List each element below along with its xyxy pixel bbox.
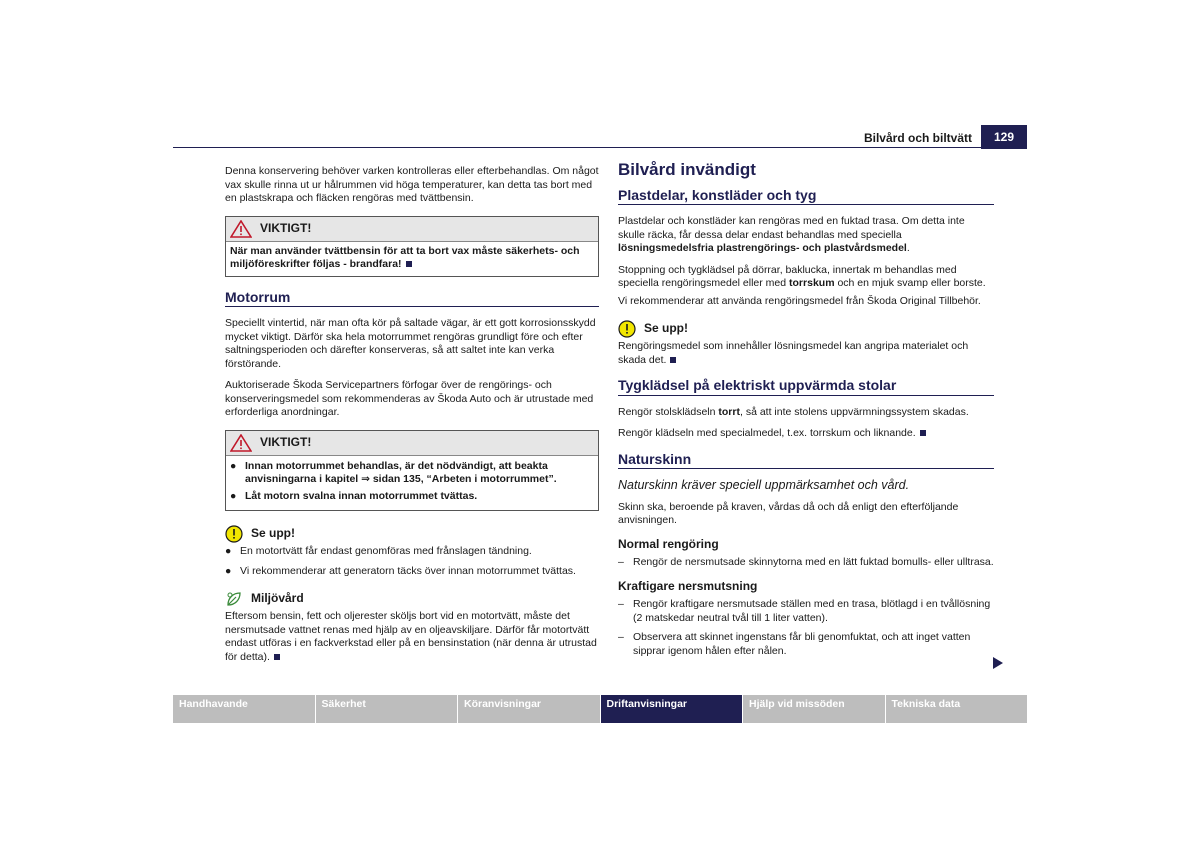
header-rule	[173, 147, 981, 148]
list-item	[618, 556, 994, 570]
caution-bullet-text: Vi rekommenderar att generatorn täcks över innan motorrummet tvättas.	[240, 564, 576, 577]
running-header-title: Bilvård och biltvätt	[863, 131, 972, 145]
list-item	[618, 631, 994, 658]
caution-circle-icon	[225, 525, 243, 543]
list-item	[618, 598, 994, 625]
warning-bullet-text: Innan motorrummet behandlas, är det nödvändigt, att beakta anvisningarna i kapitel ⇒ sidan 135, “Arbeten i motorrummet”.	[245, 459, 557, 485]
motorrum-paragraph-2: Auktoriserade Škoda Servicepartners förfogar över de rengörings- och konserveringsmedel som rekommenderas av Škoda Auto och är utrustade med erforderliga anordningar.	[225, 379, 594, 418]
end-marker-icon	[406, 261, 412, 267]
chapter-tab-bar	[173, 695, 1027, 723]
list-item	[230, 490, 594, 504]
tab-koranvisningar[interactable]: Köranvisningar	[458, 695, 600, 723]
list-item	[230, 460, 594, 487]
list-item	[225, 565, 599, 579]
emphasis-text: torrt	[718, 405, 740, 418]
naturskinn-heading: Naturskinn	[618, 453, 994, 470]
next-page-arrow-icon[interactable]	[993, 657, 1003, 669]
right-column	[618, 160, 994, 664]
text-run: Rengör stolsklädseln	[618, 405, 719, 418]
dash-bullet: –	[618, 556, 624, 568]
warning-body	[226, 456, 598, 511]
warning-box-1	[225, 216, 599, 277]
page-number: 129	[981, 125, 1027, 149]
naturskinn-paragraph: Skinn ska, beroende på kraven, vårdas då och då enligt den efterföljande anvisningen.	[618, 500, 959, 526]
motorrum-heading: Motorrum	[225, 291, 599, 308]
caution-header	[618, 320, 994, 338]
environment-title: Miljövård	[251, 591, 304, 606]
warning-box-header	[226, 217, 598, 242]
tyg-paragraph-2: Rengör klädseln med specialmedel, t.ex. torrskum och liknande.	[618, 427, 916, 439]
tab-handhavande[interactable]: Handhavande	[173, 695, 315, 723]
motorrum-paragraph-1: Speciellt vintertid, när man ofta kör på saltade vägar, är ett gott korrosionsskydd mycket viktigt. Därför ska hela motorrummet rengöras grundligt före och efter saltningsperioden och därefter konserveras, så att saltet inte kan verka förstörande.	[225, 317, 596, 370]
caution-text: Rengöringsmedel som innehåller lösningsmedel kan angripa materialet och skada det.	[618, 340, 969, 366]
environment-text: Eftersom bensin, fett och oljerester sköljs bort vid en motortvätt, måste det nersmutsade vattnet renas med hjälp av en oljeavskiljare. Därför får motortvätt endast utföras i en fackverkstad eller på en bensinstation (när denna är utrustad för detta).	[225, 610, 597, 663]
warning-box-header	[226, 431, 598, 456]
caution-bullet-text: En motortvätt får endast genomföras med frånslagen tändning.	[240, 545, 532, 557]
page-title: Bilvård invändigt	[618, 160, 756, 179]
heavy-soiling-heading: Kraftigare nersmutsning	[618, 578, 758, 593]
normal-cleaning-heading: Normal rengöring	[618, 536, 719, 551]
plast-heading: Plastdelar, konstläder och tyg	[618, 189, 994, 206]
warning-text: När man använder tvättbensin för att ta bort vax måste säkerhets- och miljöföreskrifter följas - brandfara!	[230, 244, 580, 270]
text-run: , så att inte stolens uppvärmningssystem skadas.	[739, 405, 969, 418]
text-run: Plastdelar och konstläder kan rengöras med en fuktad trasa. Om detta inte skulle räcka, får dessa delar endast behandlas med speciella	[618, 215, 965, 241]
heavy-item-text: Observera att skinnet ingenstans får bli genomfuktat, och att inget vatten sipprar igenom hålen efter nålen.	[633, 631, 971, 657]
text-run: Stoppning och tygklädsel på dörrar, baklucka, innertak m behandlas med speciella rengöringsmedel eller med	[618, 263, 957, 289]
caution-title: Se upp!	[644, 321, 688, 336]
heavy-item-text: Rengör kraftigare nersmutsade ställen med en trasa, blötlagd i en tvållösning (2 matskedar neutral tvål till 1 liter vatten).	[633, 598, 991, 624]
dash-bullet: –	[618, 631, 624, 643]
bullet-icon: ●	[225, 545, 232, 557]
left-column	[225, 165, 599, 672]
caution-header	[225, 525, 599, 543]
emphasis-text: torrskum	[789, 277, 835, 289]
warning-triangle-icon	[230, 220, 252, 238]
tab-tekniska-data[interactable]: Tekniska data	[886, 695, 1028, 723]
tyg-heading: Tygklädsel på elektriskt uppvärmda stolar	[618, 379, 994, 396]
plast-paragraph-2	[618, 264, 994, 291]
tab-driftanvisningar[interactable]: Driftanvisningar	[601, 695, 743, 723]
dash-bullet: –	[618, 598, 624, 610]
warning-bullet-text: Låt motorn svalna innan motorrummet tvättas.	[245, 489, 478, 502]
text-run: och en mjuk svamp eller borste.	[834, 277, 986, 289]
end-marker-icon	[920, 430, 926, 436]
end-marker-icon	[274, 654, 280, 660]
warning-title: VIKTIGT!	[260, 434, 312, 449]
bullet-icon: ●	[230, 459, 237, 472]
plast-paragraph-1	[618, 215, 994, 256]
bullet-icon: ●	[225, 564, 232, 577]
tab-sakerhet[interactable]: Säkerhet	[316, 695, 458, 723]
normal-item-text: Rengör de nersmutsade skinnytorna med en lätt fuktad bomulls- eller ulltrasa.	[633, 556, 994, 568]
naturskinn-lead: Naturskinn kräver speciell uppmärksamhet och vård.	[618, 478, 910, 492]
intro-paragraph: Denna konservering behöver varken kontrolleras eller efterbehandlas. Om något vax skulle rinna ut ur hålrummen vid höga temperaturer, kan detta tas bort med en plastskrapa och fläcken rengöras med tvättbensin.	[225, 165, 599, 204]
warning-triangle-icon	[230, 434, 252, 452]
plast-paragraph-3: Vi rekommenderar att använda rengöringsmedel från Škoda Original Tillbehör.	[618, 294, 981, 307]
recycle-leaf-icon	[225, 590, 243, 608]
list-item	[225, 545, 599, 559]
tab-hjalp-vid-missoden[interactable]: Hjälp vid missöden	[743, 695, 885, 723]
text-run: .	[906, 242, 910, 254]
environment-header	[225, 590, 599, 608]
tyg-paragraph-1	[618, 406, 994, 420]
warning-box-2	[225, 430, 599, 512]
caution-title: Se upp!	[251, 526, 295, 541]
warning-title: VIKTIGT!	[260, 220, 312, 235]
bullet-icon: ●	[230, 489, 237, 502]
emphasis-text: lösningsmedelsfria plastrengörings- och plastvårdsmedel	[618, 242, 907, 254]
end-marker-icon	[670, 357, 676, 363]
caution-circle-icon	[618, 320, 636, 338]
warning-body	[226, 242, 598, 276]
